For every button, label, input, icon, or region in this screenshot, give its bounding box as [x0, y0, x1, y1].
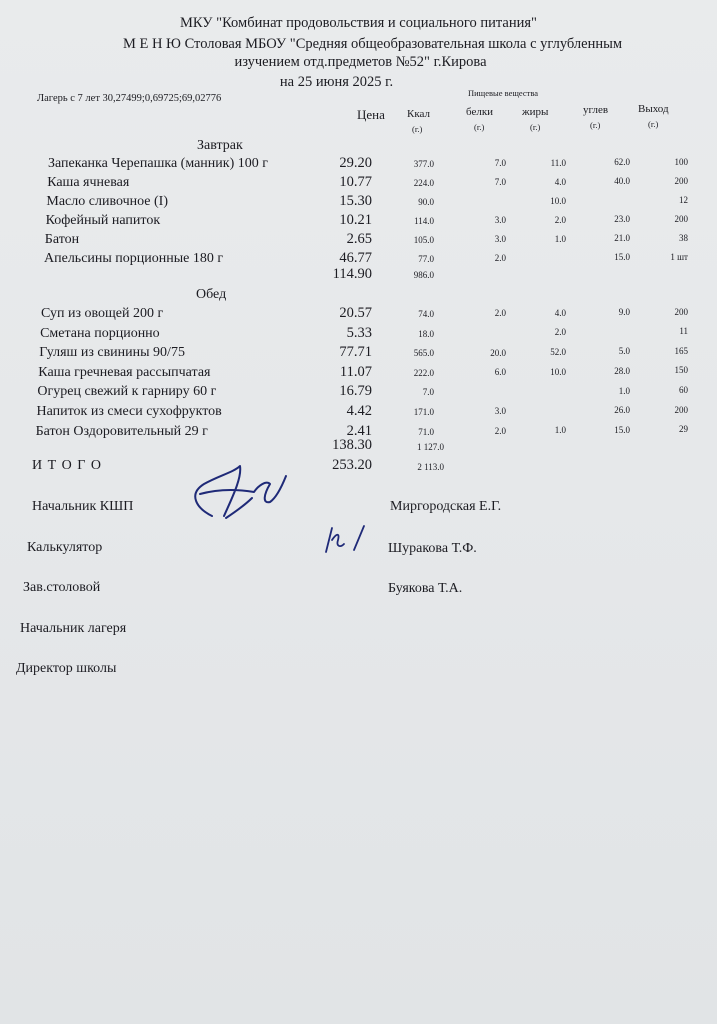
item-name: Сметана порционно [40, 325, 160, 341]
sign-role-2: Калькулятор [27, 540, 103, 555]
item-yield: 100 [674, 156, 688, 167]
item-name: Кофейный напиток [45, 213, 161, 228]
item-kcal: 77.0 [418, 254, 434, 264]
item-price: 77.71 [339, 344, 372, 361]
item-price: 10.21 [339, 212, 372, 228]
item-fat: 2.0 [554, 327, 566, 338]
menu-date: на 25 июня 2025 г. [279, 74, 394, 90]
col-yield-unit: (г.) [648, 119, 659, 129]
grand-total-kcal: 2 113.0 [417, 462, 444, 472]
grand-total-label: И Т О Г О [32, 458, 102, 473]
item-name: Каша гречневая рассыпчатая [38, 364, 211, 380]
item-name: Запеканка Черепашка (манник) 100 г [48, 156, 268, 171]
item-name: Апельсины порционные 180 г [44, 251, 224, 266]
breakfast-total-kcal: 986.0 [413, 270, 434, 280]
lunch-total-kcal: 1 127.0 [417, 442, 444, 452]
item-fat: 10.0 [550, 366, 566, 377]
col-kcal-unit: (г.) [412, 124, 423, 134]
item-name: Суп из овощей 200 г [41, 306, 164, 321]
item-carbs: 40.0 [614, 176, 630, 187]
item-price: 20.57 [339, 305, 372, 321]
item-protein: 2.0 [494, 426, 506, 436]
item-protein: 20.0 [490, 347, 506, 358]
item-yield: 60 [679, 385, 688, 395]
breakfast-title: Завтрак [197, 138, 243, 153]
item-yield: 12 [679, 194, 688, 205]
item-fat: 1.0 [554, 233, 566, 244]
item-price: 11.07 [339, 363, 372, 380]
item-price: 10.77 [339, 174, 372, 190]
item-protein: 2.0 [494, 308, 506, 319]
item-fat: 11.0 [550, 157, 566, 168]
sign-role-5: Директор школы [16, 661, 117, 676]
item-yield: 200 [674, 404, 688, 415]
item-yield: 200 [674, 175, 688, 186]
sign-name-2: Шуракова Т.Ф. [388, 541, 477, 556]
handwritten-signature-mark [182, 458, 292, 528]
item-yield: 200 [674, 213, 688, 224]
item-kcal: 7.0 [422, 387, 434, 398]
item-yield: 29 [679, 424, 688, 435]
item-price: 29.20 [339, 155, 372, 171]
item-yield: 165 [674, 345, 688, 356]
item-protein: 6.0 [494, 367, 506, 378]
col-protein: белки [466, 106, 494, 118]
item-price: 5.33 [346, 324, 372, 341]
item-name: Напиток из смеси сухофруктов [36, 404, 222, 419]
item-protein: 7.0 [494, 158, 506, 169]
item-carbs: 21.0 [614, 233, 630, 244]
item-protein: 3.0 [494, 215, 506, 226]
item-fat: 4.0 [554, 307, 566, 318]
item-fat: 4.0 [554, 176, 566, 187]
item-fat: 10.0 [550, 195, 566, 206]
item-carbs: 1.0 [618, 385, 630, 396]
col-kcal: Ккал [407, 108, 430, 120]
item-kcal: 377.0 [413, 159, 434, 169]
item-price: 4.42 [346, 403, 372, 419]
breakfast-total-price: 114.90 [332, 266, 372, 282]
menu-title: М Е Н Ю Столовая МБОУ "Средняя общеобразовательная школа с углубленным [122, 36, 623, 52]
camp-note: Лагерь с 7 лет 30,27499;0,69725;69,02776 [37, 93, 222, 104]
nutrients-caption: Пищевые вещества [468, 88, 539, 98]
item-yield: 1 шт [670, 251, 688, 262]
item-carbs: 62.0 [614, 157, 630, 168]
sign-name-1: Миргородская Е.Г. [390, 499, 502, 514]
item-name: Масло сливочное (I) [46, 194, 169, 209]
item-name: Батон [44, 232, 80, 247]
item-name: Огурец свежий к гарниру 60 г [37, 384, 217, 400]
menu-title-2: изучением отд.предметов №52" г.Кирова [234, 54, 487, 70]
sign-role-4: Начальник лагеря [20, 621, 127, 636]
col-fat: жиры [522, 106, 549, 118]
item-kcal: 565.0 [413, 348, 434, 359]
item-carbs: 23.0 [614, 214, 630, 225]
item-protein: 2.0 [494, 253, 506, 264]
col-yield: Выход [638, 103, 669, 115]
col-protein-unit: (г.) [474, 122, 485, 132]
item-yield: 38 [679, 232, 688, 243]
item-kcal: 71.0 [418, 426, 434, 437]
item-fat: 1.0 [554, 425, 566, 436]
col-price: Цена [357, 107, 385, 122]
item-protein: 3.0 [494, 406, 506, 417]
item-kcal: 105.0 [413, 235, 434, 245]
item-carbs: 26.0 [614, 405, 630, 416]
item-kcal: 114.0 [414, 216, 434, 226]
item-price: 46.77 [339, 250, 372, 266]
col-carbs: углев [583, 104, 609, 116]
item-name: Каша ячневая [47, 175, 130, 190]
item-kcal: 18.0 [418, 328, 434, 339]
item-protein: 3.0 [494, 234, 506, 245]
item-carbs: 28.0 [614, 366, 630, 376]
item-name: Батон Оздоровительный 29 г [35, 423, 208, 439]
grand-total-price: 253.20 [332, 457, 372, 473]
item-price: 2.65 [346, 231, 372, 247]
org-title: МКУ "Комбинат продовольствия и социального питания" [180, 15, 537, 31]
item-kcal: 224.0 [413, 178, 434, 188]
col-carbs-unit: (г.) [590, 120, 601, 130]
item-kcal: 74.0 [418, 309, 434, 319]
sign-role-1: Начальник КШП [32, 499, 134, 514]
col-fat-unit: (г.) [530, 122, 541, 132]
lunch-title: Обед [196, 287, 227, 302]
sign-name-3: Буякова Т.А. [388, 581, 463, 596]
item-fat: 52.0 [550, 347, 566, 357]
item-name: Гуляш из свинины 90/75 [39, 345, 185, 361]
handwritten-initials-mark [320, 518, 370, 558]
item-carbs: 15.0 [614, 252, 630, 263]
item-kcal: 222.0 [413, 367, 434, 378]
sign-role-3: Зав.столовой [23, 580, 101, 595]
item-yield: 200 [674, 306, 688, 317]
item-price: 15.30 [339, 193, 372, 209]
item-price: 2.41 [346, 422, 372, 439]
item-carbs: 9.0 [618, 307, 630, 318]
item-kcal: 90.0 [418, 197, 434, 207]
item-carbs: 15.0 [614, 424, 630, 435]
item-price: 16.79 [339, 383, 372, 400]
lunch-total-price: 138.30 [332, 437, 372, 453]
item-kcal: 171.0 [413, 407, 434, 417]
item-yield: 11 [679, 326, 688, 337]
item-protein: 7.0 [494, 177, 506, 188]
item-fat: 2.0 [554, 214, 566, 225]
item-carbs: 5.0 [618, 346, 630, 357]
item-yield: 150 [674, 365, 688, 376]
